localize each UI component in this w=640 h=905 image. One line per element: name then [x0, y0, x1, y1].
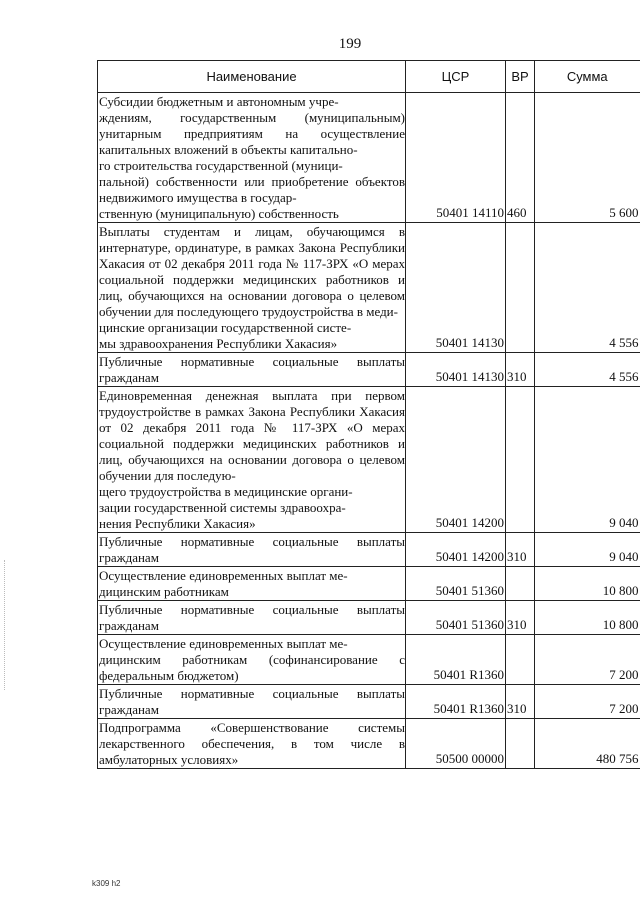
footer-code: k309 h2	[92, 879, 121, 888]
cell-sum: 480 756	[535, 719, 640, 769]
header-vr: ВР	[506, 61, 535, 93]
cell-name: Подпрограмма «Совершенствование системы лекарственного обеспечения, в том числе в амбулаторных условиях»	[99, 720, 405, 767]
cell-name: Выплаты студентам и лицам, обучающимся в интернатуре, ординатуре, в рамках Закона Республики Хакасия от 02 декабря 2011 года № 117-ЗРХ «О мерах социальной поддержки медицинских работников и лиц, обучающихся на основании договора о целевом обучении для последующего трудоустройства в меди- цинские организации государственной систе- мы здравоохранения Республики Хакасия»	[99, 224, 405, 351]
scan-margin-mark	[4, 560, 6, 690]
header-csr: ЦСР	[406, 61, 506, 93]
cell-name: Публичные нормативные социальные выплаты гражданам	[99, 354, 405, 385]
cell-vr	[506, 387, 535, 533]
table-row	[98, 387, 640, 533]
cell-name: Осуществление единовременных выплат ме- дицинским работникам (софинансирование с федеральным бюджетом)	[99, 636, 405, 683]
cell-vr: 310	[506, 353, 535, 387]
cell-csr: 50401 R1360	[406, 635, 506, 685]
cell-name: Осуществление единовременных выплат ме- дицинским работникам	[98, 567, 406, 601]
cell-name: Публичные нормативные социальные выплаты гражданам	[99, 534, 405, 565]
cell-sum: 4 556	[535, 353, 640, 387]
table-row	[98, 601, 640, 635]
cell-csr: 50401 14130	[406, 353, 506, 387]
table-row	[98, 567, 640, 601]
table-row	[98, 533, 640, 567]
cell-csr: 50401 14200	[406, 387, 506, 533]
cell-vr	[506, 567, 535, 601]
cell-vr	[506, 719, 535, 769]
cell-sum: 5 600	[535, 93, 640, 223]
cell-vr	[506, 635, 535, 685]
table-row	[98, 635, 640, 685]
cell-name: Субсидии бюджетным и автономным учре- ждениям, государственным (муниципальным) унитарным предприятиям на осуществление капитальных вложений в объекты капитально- го строительства государственной (муници- пальной) собственности или приобретение объектов недвижимого имущества в государ- ственную (муниципальную) собственность	[99, 94, 405, 221]
cell-vr: 310	[506, 601, 535, 635]
cell-csr: 50401 14200	[406, 533, 506, 567]
cell-name: Публичные нормативные социальные выплаты гражданам	[99, 602, 405, 633]
cell-csr: 50401 14130	[406, 223, 506, 353]
cell-vr: 460	[506, 93, 535, 223]
budget-table	[97, 60, 640, 769]
table-body	[98, 93, 640, 769]
cell-sum: 7 200	[535, 685, 640, 719]
cell-sum: 7 200	[535, 635, 640, 685]
cell-vr: 310	[506, 685, 535, 719]
table-row	[98, 685, 640, 719]
header-name: Наименование	[98, 61, 406, 93]
table-row	[98, 223, 640, 353]
cell-name: Публичные нормативные социальные выплаты гражданам	[99, 686, 405, 717]
cell-vr	[506, 223, 535, 353]
cell-sum: 9 040	[535, 387, 640, 533]
cell-vr: 310	[506, 533, 535, 567]
table-header-row	[98, 61, 640, 93]
cell-csr: 50401 51360	[406, 601, 506, 635]
cell-csr: 50401 51360	[406, 567, 506, 601]
header-sum: Сумма	[535, 61, 640, 93]
cell-name: Единовременная денежная выплата при первом трудоустройстве в рамках Закона Республики Хакасия от 02 декабря 2011 года № 117-ЗРХ «О мерах социальной поддержки медицинских работников и лиц, обучающихся на основании договора о целевом обучении для последую- щего трудоустройства в медицинские органи- зации государственной системы здравоохра- нения Республики Хакасия»	[99, 388, 405, 531]
page-number: 199	[338, 36, 362, 52]
cell-sum: 10 800	[535, 601, 640, 635]
table-row	[98, 353, 640, 387]
cell-csr: 50401 14110	[406, 93, 506, 223]
cell-csr: 50401 R1360	[406, 685, 506, 719]
table-row	[98, 93, 640, 223]
cell-sum: 9 040	[535, 533, 640, 567]
cell-sum: 10 800	[535, 567, 640, 601]
table-row	[98, 719, 640, 769]
cell-csr: 50500 00000	[406, 719, 506, 769]
cell-sum: 4 556	[535, 223, 640, 353]
